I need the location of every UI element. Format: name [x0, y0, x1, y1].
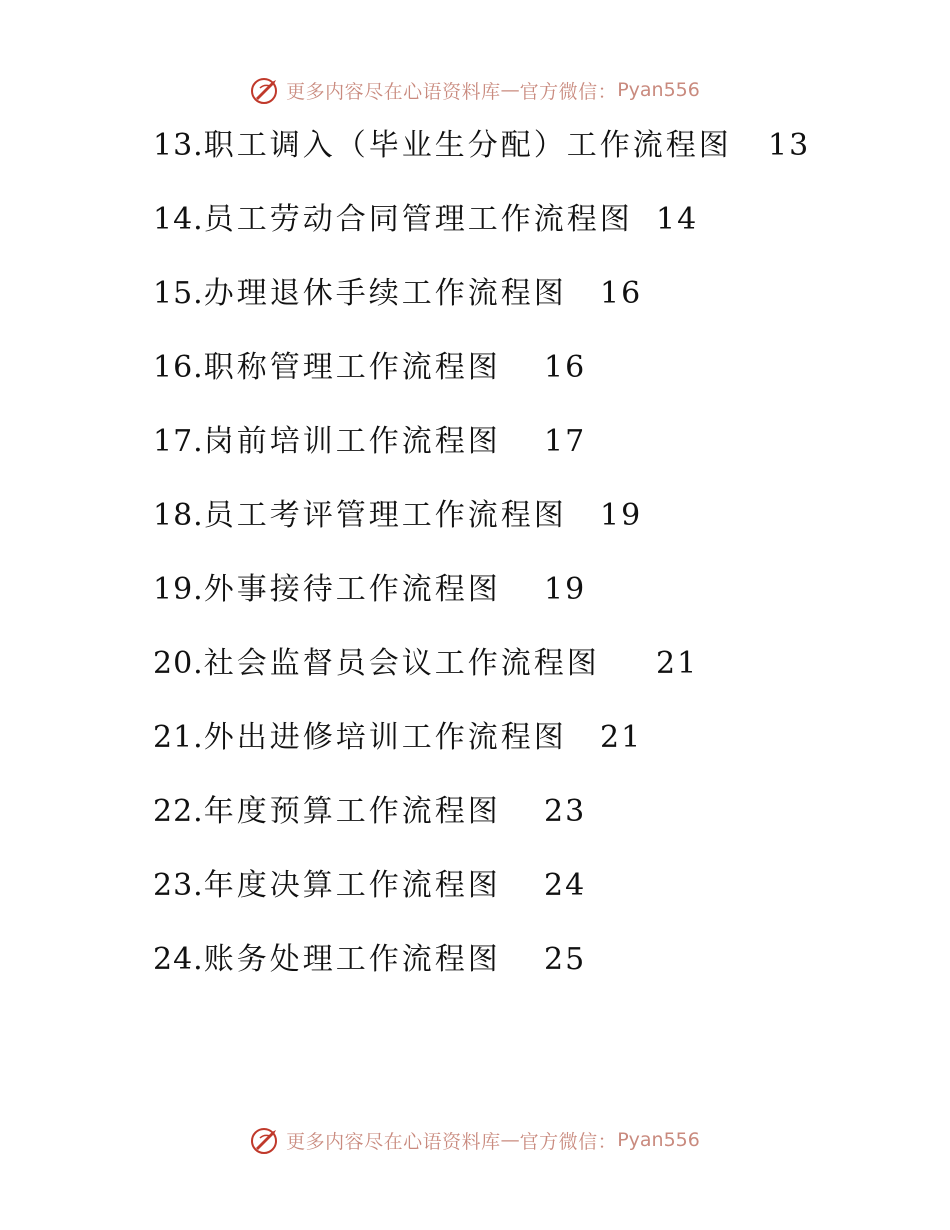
watermark-separator: —	[500, 79, 520, 101]
toc-entry[interactable]	[153, 790, 913, 864]
watermark-label: 官方微信：	[519, 80, 618, 103]
toc-entry[interactable]	[153, 272, 913, 346]
toc-entry-page-number: 19	[544, 572, 587, 607]
watermark-site-text: 更多内容尽在心语资料库	[286, 1130, 501, 1153]
toc-entry-title: 外事接待工作流程图	[203, 572, 501, 607]
toc-entry-number: 14.	[153, 202, 204, 237]
toc-entry-title: 员工劳动合同管理工作流程图	[203, 202, 633, 237]
toc-entry-page-number: 25	[544, 942, 587, 977]
quill-logo-icon	[250, 1124, 282, 1156]
toc-entry-page-number: 13	[768, 128, 811, 163]
toc-entry-page-number: 16	[600, 276, 643, 311]
quill-logo-icon	[250, 74, 282, 106]
toc-entry-title: 办理退休手续工作流程图	[203, 276, 567, 311]
toc-entry-title: 社会监督员会议工作流程图	[203, 646, 600, 681]
toc-entry[interactable]	[153, 716, 913, 790]
toc-entry-page-number: 24	[544, 868, 587, 903]
toc-entry-title: 职称管理工作流程图	[203, 350, 501, 385]
watermark-site-text: 更多内容尽在心语资料库	[286, 80, 501, 103]
toc-entry-page-number: 21	[656, 646, 699, 681]
toc-entry[interactable]	[153, 198, 913, 272]
toc-entry-number: 23.	[153, 868, 204, 903]
toc-entry-title: 员工考评管理工作流程图	[203, 498, 567, 533]
toc-entry-title: 账务处理工作流程图	[203, 942, 501, 977]
toc-entry[interactable]	[153, 494, 913, 568]
toc-entry-title: 年度决算工作流程图	[203, 868, 501, 903]
toc-entry-number: 13.	[153, 128, 204, 163]
toc-entry-number: 24.	[153, 942, 204, 977]
watermark-separator: —	[500, 1129, 520, 1151]
toc-entry-title: 职工调入（毕业生分配）工作流程图	[203, 128, 732, 163]
toc-entry[interactable]	[153, 420, 913, 494]
watermark-wechat-id: Pyan556	[617, 79, 700, 101]
toc-entry-page-number: 17	[544, 424, 587, 459]
toc-entry-number: 19.	[153, 572, 204, 607]
toc-entry-number: 15.	[153, 276, 204, 311]
toc-entry-title: 外出进修培训工作流程图	[203, 720, 567, 755]
watermark-footer	[0, 1122, 950, 1158]
toc-entry-number: 16.	[153, 350, 204, 385]
toc-entry[interactable]	[153, 864, 913, 938]
toc-entry[interactable]	[153, 124, 913, 198]
toc-entry-page-number: 19	[600, 498, 643, 533]
toc-entry-page-number: 23	[544, 794, 587, 829]
toc-entry[interactable]	[153, 938, 913, 1012]
toc-entry-title: 年度预算工作流程图	[203, 794, 501, 829]
toc-entry-number: 20.	[153, 646, 204, 681]
toc-entry-number: 18.	[153, 498, 204, 533]
watermark-wechat-id: Pyan556	[617, 1129, 700, 1151]
toc-entry-number: 17.	[153, 424, 204, 459]
toc-entry-number: 22.	[153, 794, 204, 829]
toc-entry-title: 岗前培训工作流程图	[203, 424, 501, 459]
toc-entry[interactable]	[153, 346, 913, 420]
toc-entry-page-number: 14	[656, 202, 699, 237]
toc-entry[interactable]	[153, 568, 913, 642]
watermark-label: 官方微信：	[519, 1130, 618, 1153]
toc-entry-page-number: 16	[544, 350, 587, 385]
toc-entry-number: 21.	[153, 720, 204, 755]
watermark-header	[0, 72, 950, 108]
toc-entry-page-number: 21	[600, 720, 643, 755]
toc-entry[interactable]	[153, 642, 913, 716]
table-of-contents	[153, 124, 913, 1012]
